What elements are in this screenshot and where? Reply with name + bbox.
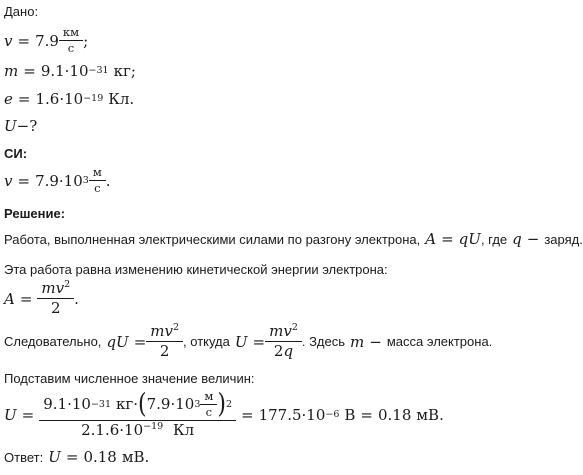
kinetic-fraction: $\frac{mv^2}{2}$ [39, 280, 72, 318]
solution-heading: Решение: [4, 206, 66, 221]
calc-fraction: 9.1·10 −31 кг· ( 7.9·10 3 $\frac{м}{с}$ ) 2 $2.1.6\cdot 10^{-19}$ Кл [41, 390, 234, 440]
calculation: U = 9.1·10 −31 кг· ( 7.9·10 3 $\frac{м}{с}$ ) 2 $2.1.6\cdot 10^{-19}$ Кл = 177.5·10 −6 В = 0.18 мВ. [4, 388, 444, 440]
qu-fraction: $\frac{mv^2}{2}$ [148, 323, 181, 361]
si-velocity: v = 7.9·10 3 $\frac{м}{с}$ . [4, 165, 111, 196]
si-unit-fraction: $\frac{м}{с}$ [91, 166, 104, 195]
answer-line: Ответ: U = 0.18 мВ. [4, 448, 150, 466]
solution-line-2: Эта работа равна изменению кинетической энергии электрона: [4, 262, 388, 277]
si-heading: СИ: [4, 146, 28, 161]
given-unknown: U −? [4, 117, 38, 135]
given-charge: e = 1.6·10 −19 Кл. [4, 90, 135, 108]
calc-unit-fraction: $\frac{м}{с}$ [202, 390, 215, 419]
given-heading: Дано: [4, 4, 39, 19]
given-mass: m = 9.1·10 −31 кг; [4, 62, 136, 80]
given-velocity: v = 7.9 $\frac{км}{с}$ ; [4, 25, 89, 56]
solution-line-3: Следовательно, q U = $\frac{mv^2}{2}$ , откуда U = $\frac{mv^2}{2q}$ . Здесь m − масса электрона. [4, 322, 493, 361]
u-fraction: $\frac{mv^2}{2q}$ [267, 323, 300, 361]
solution-line-4: Подставим численное значение величин: [4, 371, 255, 386]
formula-work-kinetic: A = $\frac{mv^2}{2}$ . [4, 279, 79, 318]
velocity-unit-fraction: $\frac{км}{с}$ [61, 26, 81, 55]
solution-line-1: Работа, выполненная электрическими силами по разгону электрона, A = q U , где q − заряд. [4, 230, 583, 248]
